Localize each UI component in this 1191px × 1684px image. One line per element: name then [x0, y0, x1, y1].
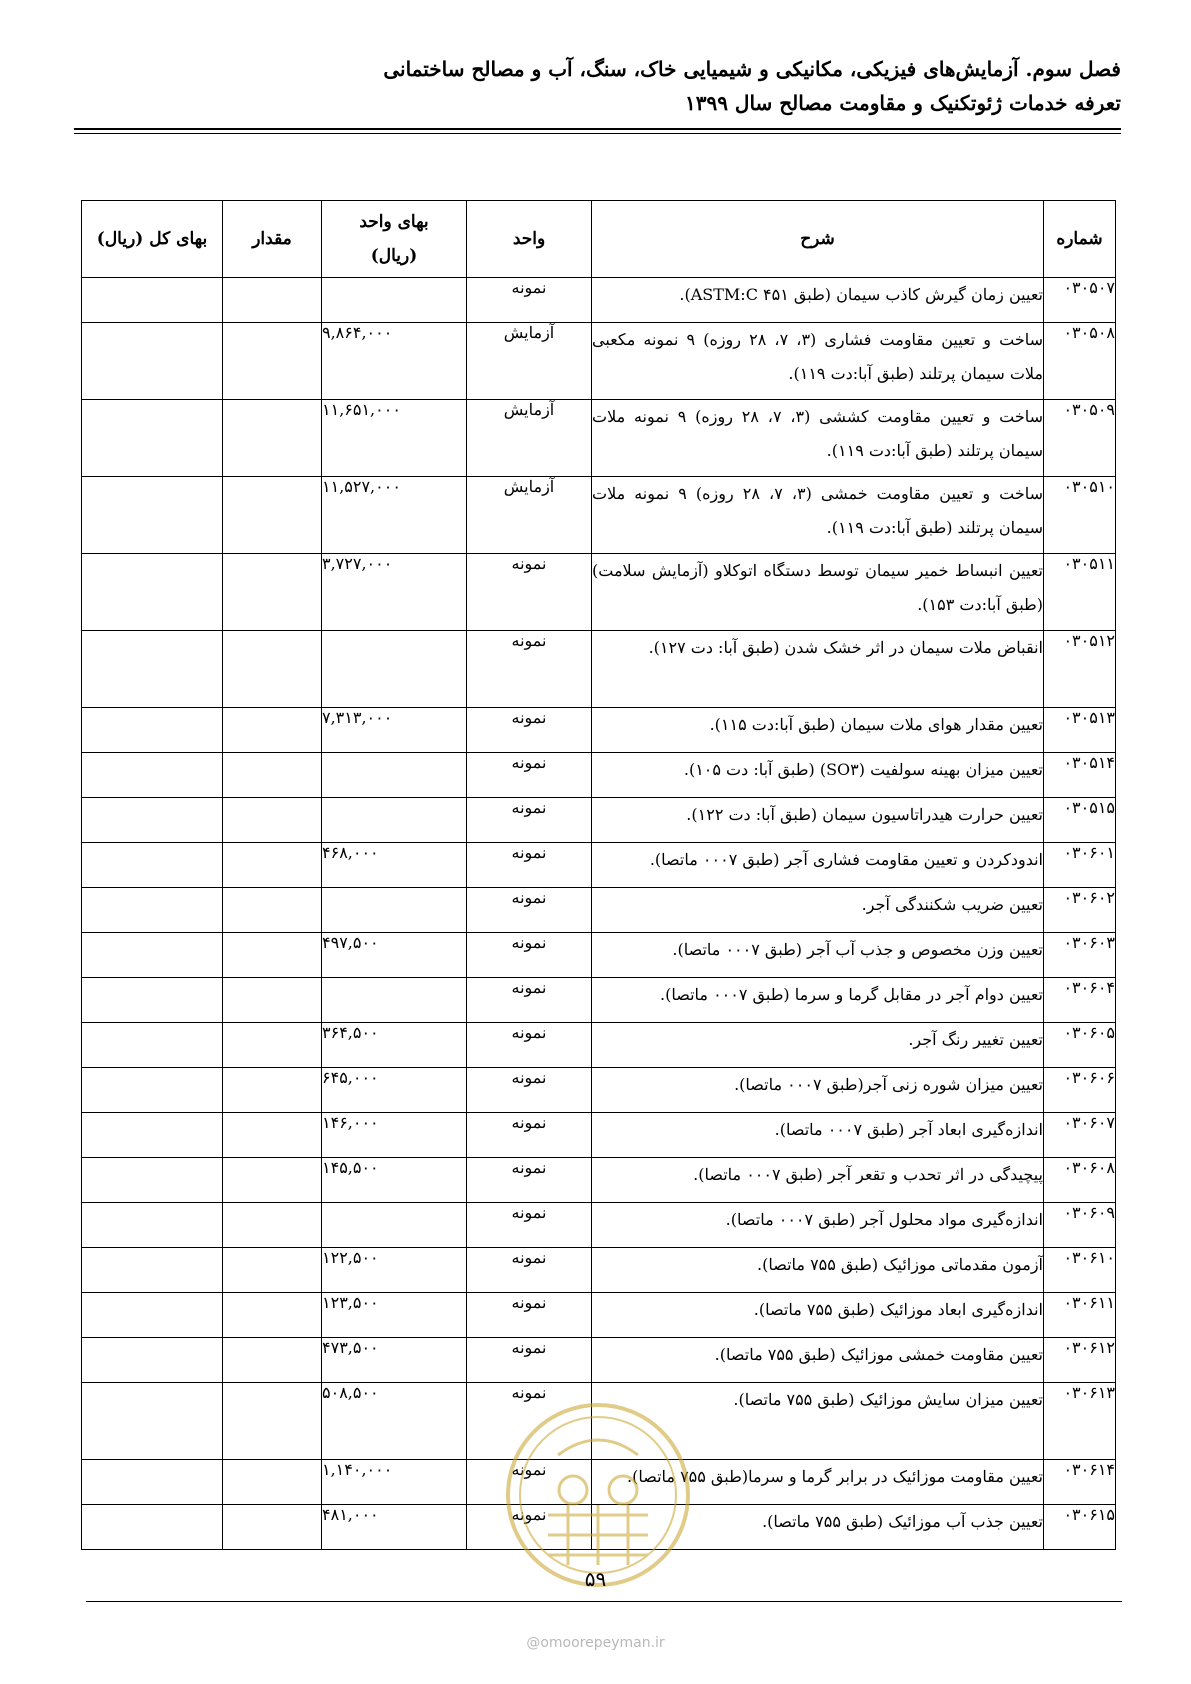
row-unit: نمونه	[467, 1203, 592, 1248]
row-description: تعیین میزان شوره زنی آجر(طبق ۰۰۰۷ ماتصا).	[592, 1068, 1044, 1113]
page-header	[74, 52, 1121, 120]
row-unit-price: ۴۶۸,۰۰۰	[322, 843, 467, 888]
row-unit: نمونه	[467, 1023, 592, 1068]
row-quantity	[223, 477, 322, 554]
header-rule-thick	[74, 128, 1121, 130]
table-row	[82, 1068, 1116, 1113]
row-total-price	[82, 1383, 223, 1460]
row-number: ۰۳۰۶۱۰	[1044, 1248, 1116, 1293]
table-row	[82, 1338, 1116, 1383]
row-total-price	[82, 1460, 223, 1505]
row-description: تعیین وزن مخصوص و جذب آب آجر (طبق ۰۰۰۷ ماتصا).	[592, 933, 1044, 978]
row-quantity	[223, 1293, 322, 1338]
header-unit: واحد	[467, 201, 592, 278]
row-unit-price: ۱۱,۶۵۱,۰۰۰	[322, 400, 467, 477]
header-description: شرح	[592, 201, 1044, 278]
table-row	[82, 400, 1116, 477]
row-number: ۰۳۰۶۱۵	[1044, 1505, 1116, 1550]
row-number: ۰۳۰۶۰۸	[1044, 1158, 1116, 1203]
row-unit-price: ۹,۸۶۴,۰۰۰	[322, 323, 467, 400]
row-number: ۰۳۰۵۱۰	[1044, 477, 1116, 554]
row-unit-price: ۱۴۵,۵۰۰	[322, 1158, 467, 1203]
row-total-price	[82, 477, 223, 554]
row-total-price	[82, 1338, 223, 1383]
row-total-price	[82, 708, 223, 753]
table-row	[82, 978, 1116, 1023]
row-unit-price	[322, 888, 467, 933]
row-description: تعیین جذب آب موزائیک (طبق ۷۵۵ ماتصا).	[592, 1505, 1044, 1550]
document-title: تعرفه خدمات ژئوتکنیک و مقاومت مصالح سال ۱۳۹۹	[684, 91, 1121, 115]
row-number: ۰۳۰۶۰۲	[1044, 888, 1116, 933]
row-total-price	[82, 753, 223, 798]
header-rule-thin	[74, 133, 1121, 134]
row-description: تعیین مقاومت خمشی موزائیک (طبق ۷۵۵ ماتصا).	[592, 1338, 1044, 1383]
table-row	[82, 798, 1116, 843]
row-description: ساخت و تعیین مقاومت خمشی (۳، ۷، ۲۸ روزه) ۹ نمونه ملات سیمان پرتلند (طبق آبا:دت ۱۱۹).	[592, 477, 1044, 554]
row-number: ۰۳۰۶۱۲	[1044, 1338, 1116, 1383]
row-description: تعیین انبساط خمیر سیمان توسط دستگاه اتوکلاو (آزمایش سلامت) (طبق آبا:دت ۱۵۳).	[592, 554, 1044, 631]
row-unit-price: ۱,۱۴۰,۰۰۰	[322, 1460, 467, 1505]
table-body	[82, 278, 1116, 1550]
row-unit: نمونه	[467, 978, 592, 1023]
row-quantity	[223, 1113, 322, 1158]
row-description: ساخت و تعیین مقاومت کششی (۳، ۷، ۲۸ روزه) ۹ نمونه ملات سیمان پرتلند (طبق آبا:دت ۱۱۹).	[592, 400, 1044, 477]
row-quantity	[223, 978, 322, 1023]
table-row	[82, 278, 1116, 323]
row-unit: نمونه	[467, 1460, 592, 1505]
header-unit-price	[322, 201, 467, 278]
row-number: ۰۳۰۵۱۳	[1044, 708, 1116, 753]
row-quantity	[223, 278, 322, 323]
row-total-price	[82, 933, 223, 978]
row-number: ۰۳۰۵۱۱	[1044, 554, 1116, 631]
row-unit: نمونه	[467, 1338, 592, 1383]
row-number: ۰۳۰۵۱۴	[1044, 753, 1116, 798]
row-quantity	[223, 400, 322, 477]
row-unit-price: ۱۱,۵۲۷,۰۰۰	[322, 477, 467, 554]
row-number: ۰۳۰۶۰۹	[1044, 1203, 1116, 1248]
row-number: ۰۳۰۶۱۳	[1044, 1383, 1116, 1460]
table-row	[82, 1293, 1116, 1338]
row-description: اندودکردن و تعیین مقاومت فشاری آجر (طبق ۰۰۰۷ ماتصا).	[592, 843, 1044, 888]
row-total-price	[82, 888, 223, 933]
row-unit: نمونه	[467, 1068, 592, 1113]
header-unit-price-title: بهای واحد	[359, 212, 429, 232]
table-row	[82, 1023, 1116, 1068]
row-total-price	[82, 554, 223, 631]
header-quantity: مقدار	[223, 201, 322, 278]
row-unit-price: ۷,۳۱۳,۰۰۰	[322, 708, 467, 753]
row-description: تعیین ضریب شکنندگی آجر.	[592, 888, 1044, 933]
row-total-price	[82, 1293, 223, 1338]
row-total-price	[82, 843, 223, 888]
row-number: ۰۳۰۵۱۲	[1044, 631, 1116, 708]
row-quantity	[223, 554, 322, 631]
row-unit-price	[322, 753, 467, 798]
row-total-price	[82, 798, 223, 843]
row-unit: نمونه	[467, 554, 592, 631]
header-total-price: بهای کل (ریال)	[82, 201, 223, 278]
row-description: انقباض ملات سیمان در اثر خشک شدن (طبق آبا: دت ۱۲۷).	[592, 631, 1044, 708]
row-total-price	[82, 631, 223, 708]
row-total-price	[82, 1248, 223, 1293]
row-number: ۰۳۰۶۰۶	[1044, 1068, 1116, 1113]
table-row	[82, 1113, 1116, 1158]
row-total-price	[82, 1203, 223, 1248]
row-unit: نمونه	[467, 278, 592, 323]
row-description: تعیین تغییر رنگ آجر.	[592, 1023, 1044, 1068]
row-unit-price: ۴۸۱,۰۰۰	[322, 1505, 467, 1550]
watermark-text: @omoorepeyman.ir	[526, 1635, 665, 1651]
row-quantity	[223, 1158, 322, 1203]
row-unit: نمونه	[467, 933, 592, 978]
row-number: ۰۳۰۵۰۸	[1044, 323, 1116, 400]
table-row	[82, 843, 1116, 888]
chapter-title: فصل سوم. آزمایش‌های فیزیکی، مکانیکی و شیمیایی خاک، سنگ، آب و مصالح ساختمانی	[383, 57, 1121, 81]
row-total-price	[82, 1068, 223, 1113]
row-description: تعیین میزان سایش موزائیک (طبق ۷۵۵ ماتصا).	[592, 1383, 1044, 1460]
row-unit: نمونه	[467, 1248, 592, 1293]
row-unit-price: ۱۲۳,۵۰۰	[322, 1293, 467, 1338]
table-row	[82, 1158, 1116, 1203]
row-unit-price	[322, 798, 467, 843]
row-unit-price	[322, 1203, 467, 1248]
row-unit: نمونه	[467, 708, 592, 753]
row-unit: نمونه	[467, 631, 592, 708]
row-quantity	[223, 1338, 322, 1383]
row-description: تعیین زمان گیرش کاذب سیمان (طبق ASTM:C ۴۵۱).	[592, 278, 1044, 323]
row-quantity	[223, 933, 322, 978]
row-unit-price: ۱۴۶,۰۰۰	[322, 1113, 467, 1158]
table-row	[82, 753, 1116, 798]
publisher-seal-icon	[498, 1395, 698, 1595]
page-number: ۵۹	[584, 1567, 607, 1591]
row-unit-price	[322, 278, 467, 323]
row-unit: نمونه	[467, 1158, 592, 1203]
row-number: ۰۳۰۶۰۱	[1044, 843, 1116, 888]
row-quantity	[223, 631, 322, 708]
row-quantity	[223, 753, 322, 798]
table-row	[82, 933, 1116, 978]
row-description: پیچیدگی در اثر تحدب و تقعر آجر (طبق ۰۰۰۷ ماتصا).	[592, 1158, 1044, 1203]
row-total-price	[82, 400, 223, 477]
row-unit: نمونه	[467, 1113, 592, 1158]
row-quantity	[223, 323, 322, 400]
row-unit-price: ۴۷۳,۵۰۰	[322, 1338, 467, 1383]
row-description: اندازه‌گیری مواد محلول آجر (طبق ۰۰۰۷ ماتصا).	[592, 1203, 1044, 1248]
row-total-price	[82, 278, 223, 323]
row-description: آزمون مقدماتی موزائیک (طبق ۷۵۵ ماتصا).	[592, 1248, 1044, 1293]
row-description: تعیین مقدار هوای ملات سیمان (طبق آبا:دت ۱۱۵).	[592, 708, 1044, 753]
row-number: ۰۳۰۵۰۷	[1044, 278, 1116, 323]
row-quantity	[223, 708, 322, 753]
row-number: ۰۳۰۶۱۱	[1044, 1293, 1116, 1338]
row-description: تعیین مقاومت موزائیک در برابر گرما و سرما(طبق ۷۵۵ ماتصا).	[592, 1460, 1044, 1505]
row-description: ساخت و تعیین مقاومت فشاری (۳، ۷، ۲۸ روزه) ۹ نمونه مکعبی ملات سیمان پرتلند (طبق آبا:دت ۱۱۹).	[592, 323, 1044, 400]
row-description: اندازه‌گیری ابعاد موزائیک (طبق ۷۵۵ ماتصا).	[592, 1293, 1044, 1338]
row-number: ۰۳۰۶۰۵	[1044, 1023, 1116, 1068]
row-number: ۰۳۰۵۱۵	[1044, 798, 1116, 843]
row-unit-price: ۱۲۲,۵۰۰	[322, 1248, 467, 1293]
table-row	[82, 323, 1116, 400]
row-unit: نمونه	[467, 1293, 592, 1338]
row-quantity	[223, 1505, 322, 1550]
row-number: ۰۳۰۶۰۳	[1044, 933, 1116, 978]
row-unit-price	[322, 631, 467, 708]
row-number: ۰۳۰۶۰۴	[1044, 978, 1116, 1023]
row-quantity	[223, 1460, 322, 1505]
table-row	[82, 1248, 1116, 1293]
table-row	[82, 477, 1116, 554]
header-unit-price-currency: (ریال)	[370, 246, 418, 266]
table-row	[82, 888, 1116, 933]
row-unit-price: ۴۹۷,۵۰۰	[322, 933, 467, 978]
row-unit: نمونه	[467, 753, 592, 798]
table-row	[82, 554, 1116, 631]
header-number: شماره	[1044, 201, 1116, 278]
row-total-price	[82, 1023, 223, 1068]
table-header-row	[82, 201, 1116, 278]
row-quantity	[223, 1023, 322, 1068]
row-unit-price	[322, 978, 467, 1023]
row-description: تعیین میزان بهینه سولفیت (SO۳) (طبق آبا: دت ۱۰۵).	[592, 753, 1044, 798]
row-description: تعیین دوام آجر در مقابل گرما و سرما (طبق ۰۰۰۷ ماتصا).	[592, 978, 1044, 1023]
row-quantity	[223, 888, 322, 933]
table-row	[82, 631, 1116, 708]
row-quantity	[223, 798, 322, 843]
row-description: تعیین حرارت هیدراتاسیون سیمان (طبق آبا: دت ۱۲۲).	[592, 798, 1044, 843]
row-quantity	[223, 1383, 322, 1460]
row-total-price	[82, 1158, 223, 1203]
row-description: اندازه‌گیری ابعاد آجر (طبق ۰۰۰۷ ماتصا).	[592, 1113, 1044, 1158]
row-total-price	[82, 1113, 223, 1158]
row-quantity	[223, 1248, 322, 1293]
row-quantity	[223, 843, 322, 888]
table-row	[82, 708, 1116, 753]
row-quantity	[223, 1203, 322, 1248]
row-number: ۰۳۰۶۱۴	[1044, 1460, 1116, 1505]
table-row	[82, 1203, 1116, 1248]
row-quantity	[223, 1068, 322, 1113]
row-unit: آزمایش	[467, 323, 592, 400]
footer-rule	[86, 1601, 1122, 1602]
row-total-price	[82, 978, 223, 1023]
row-number: ۰۳۰۶۰۷	[1044, 1113, 1116, 1158]
row-unit-price: ۳۶۴,۵۰۰	[322, 1023, 467, 1068]
row-unit: نمونه	[467, 888, 592, 933]
row-unit: نمونه	[467, 1505, 592, 1550]
row-unit: نمونه	[467, 798, 592, 843]
row-unit: نمونه	[467, 1383, 592, 1460]
row-number: ۰۳۰۵۰۹	[1044, 400, 1116, 477]
row-unit-price: ۶۴۵,۰۰۰	[322, 1068, 467, 1113]
row-total-price	[82, 1505, 223, 1550]
row-unit-price: ۳,۷۲۷,۰۰۰	[322, 554, 467, 631]
row-total-price	[82, 323, 223, 400]
row-unit: آزمایش	[467, 400, 592, 477]
price-table	[81, 200, 1116, 1550]
row-unit: نمونه	[467, 843, 592, 888]
row-unit: آزمایش	[467, 477, 592, 554]
row-unit-price: ۵۰۸,۵۰۰	[322, 1383, 467, 1460]
